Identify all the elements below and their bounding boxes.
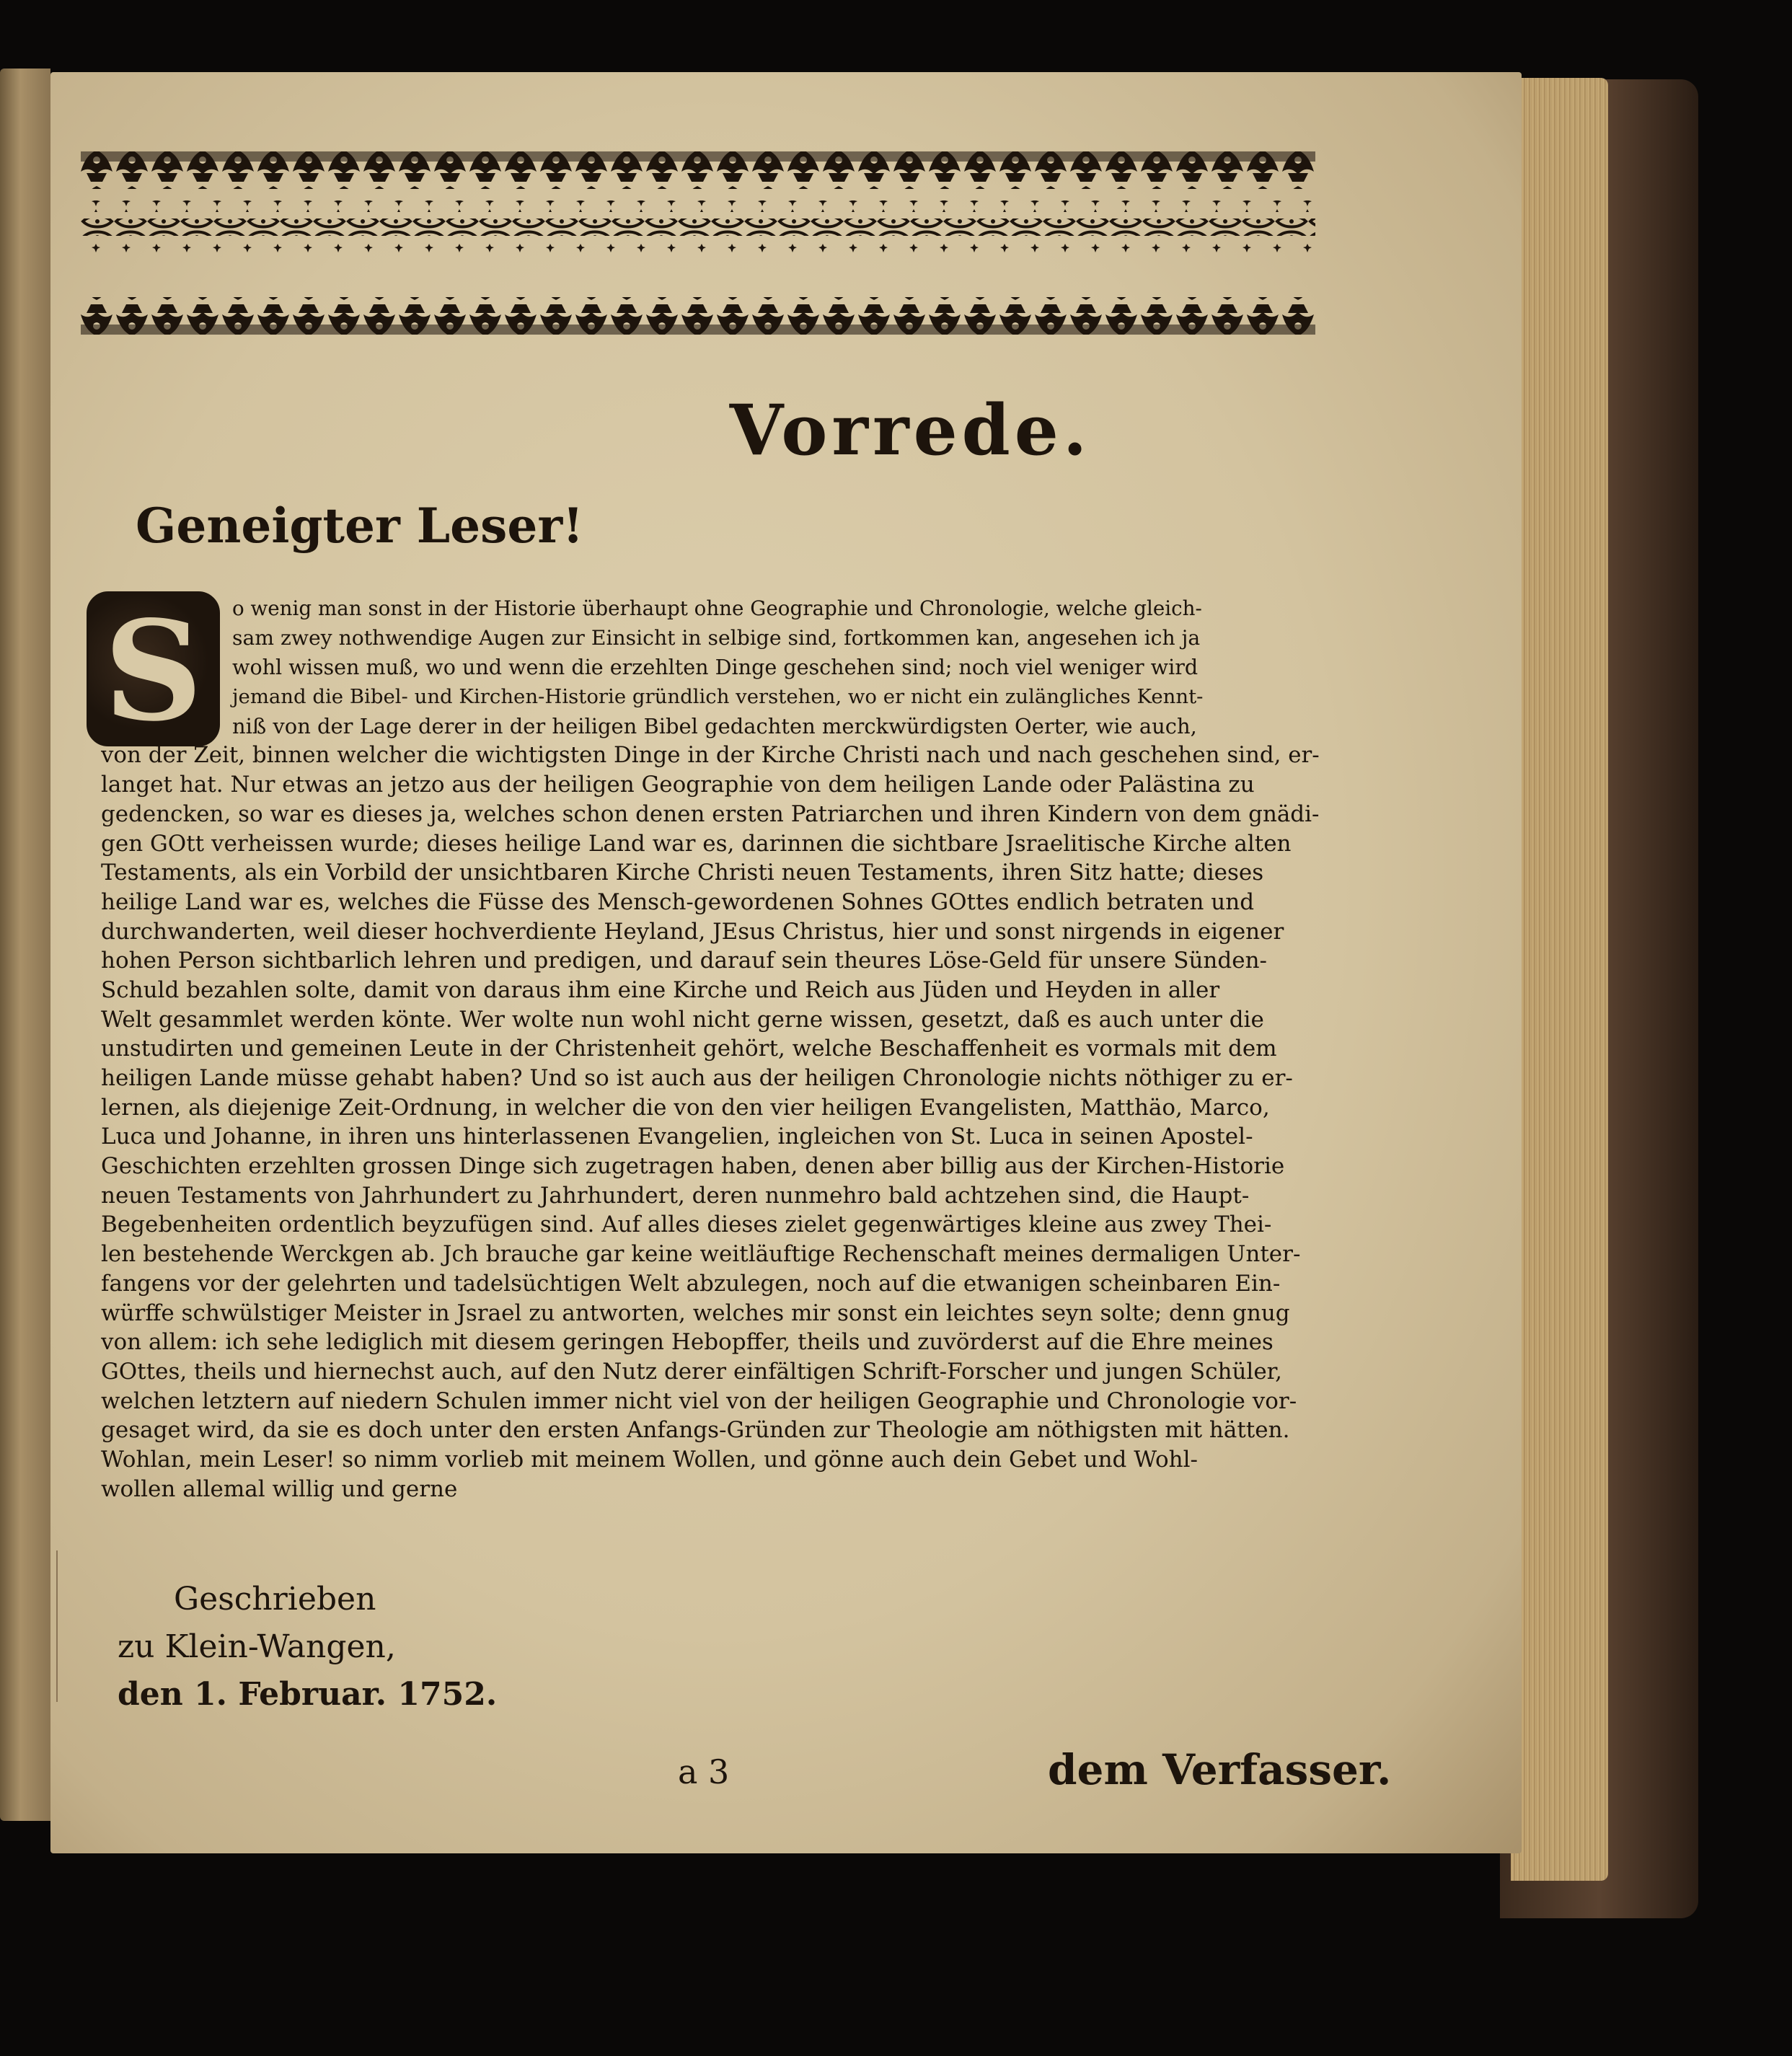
paragraph-line: Begebenheiten ordentlich beyzufügen sind. Auf alles dieses zielet gegenwärtiges kleine aus zwey Thei-: [101, 1212, 1272, 1238]
paragraph-line: GOttes, theils und hiernechst auch, auf den Nutz derer einfältigen Schrift-Forscher und jungen Schüler,: [101, 1358, 1282, 1385]
paragraph-line: heiligen Lande müsse gehabt haben? Und so ist auch aus der heiligen Chronologie nichts nöthiger zu er-: [101, 1065, 1293, 1091]
paragraph-line: Wohlan, mein Leser! so nimm vorlieb mit meinem Wollen, und gönne auch dein Gebet und Wohl-: [101, 1446, 1199, 1473]
paragraph-line: wohl wissen muß, wo und wenn die erzehlten Dinge geschehen sind; noch viel weniger wird: [232, 655, 1199, 680]
paragraph-line: langet hat. Nur etwas an jetzo aus der heiligen Geographie von dem heiligen Lande oder Palästina zu: [101, 772, 1255, 798]
salutation: Geneigter Leser!: [136, 498, 584, 554]
paragraph-line: Welt gesammlet werden könte. Wer wolte nun wohl nicht gerne wissen, gesetzt, daß es auch unter die: [101, 1006, 1264, 1033]
paragraph-line: jemand die Bibel- und Kirchen-Historie gründlich verstehen, wo er nicht ein zulängliches Kennt-: [232, 685, 1204, 709]
signature-mark: a 3: [678, 1752, 730, 1791]
closing-date: den 1. Februar. 1752.: [118, 1676, 498, 1713]
paragraph-line: gedencken, so war es dieses ja, welches schon denen ersten Patriarchen und ihren Kindern von dem gnädi-: [101, 800, 1320, 827]
paragraph-line: durchwanderten, weil dieser hochverdiente Heyland, JEsus Christus, hier und sonst nirgends in eigener: [101, 918, 1284, 945]
paragraph-line: lernen, als diejenige Zeit-Ordnung, in welcher die von den vier heiligen Evangelisten, Matthäo, Marco,: [101, 1094, 1270, 1121]
closing-dateline: [118, 1576, 497, 1719]
paragraph-line: wollen allemal willig und gerne: [101, 1475, 458, 1502]
paragraph-line: Schuld bezahlen solte, damit von daraus ihm eine Kirche und Reich aus Jüden und Heyden in aller: [101, 976, 1220, 1003]
paragraph-line: Testaments, als ein Vorbild der unsichtbaren Kirche Christi neuen Testaments, ihren Sitz hatte; dieses: [101, 860, 1264, 886]
paragraph-line: würffe schwülstiger Meister in Jsrael zu antworten, welches mir sonst ein leichtes seyn solte; denn gnug: [101, 1300, 1290, 1326]
paragraph-line: von allem: ich sehe lediglich mit diesem geringen Hebopffer, theils und zuvörderst auf die Ehre meines: [101, 1329, 1274, 1356]
paragraph-line: o wenig man sonst in der Historie überhaupt ohne Geographie und Chronologie, welche gleich-: [232, 596, 1202, 620]
facing-page-edge: [0, 69, 50, 1821]
closing-place: zu Klein-Wangen,: [118, 1628, 396, 1665]
paragraph-line: gesaget wird, da sie es doch unter den ersten Anfangs-Gründen zur Theologie am nöthigsten mit hätten.: [101, 1417, 1290, 1444]
paragraph-line: Geschichten erzehlten grossen Dinge sich zugetragen haben, denen aber billig aus der Kirchen-Historie: [101, 1153, 1285, 1180]
margin-bracket: [56, 1550, 58, 1702]
paragraph-line: niß von der Lage derer in der heiligen Bibel gedachten merckwürdigsten Oerter, wie auch,: [232, 713, 1197, 738]
page-edges: [1511, 78, 1608, 1881]
preface-body: [101, 594, 1320, 1504]
paragraph-line: hohen Person sichtbarlich lehren und predigen, und darauf sein theures Löse-Geld für unsere Sünden-: [101, 948, 1268, 974]
paragraph-line: von der Zeit, binnen welcher die wichtigsten Dinge in der Kirche Christi nach und nach geschehen sind, er-: [101, 742, 1320, 769]
paragraph-line: gen GOtt verheissen wurde; dieses heilige Land war es, darinnen die sichtbare Jsraelitische Kirche alten: [101, 830, 1292, 857]
drop-cap-letter: S: [103, 591, 203, 751]
paragraph-line: unstudirten und gemeinen Leute in der Christenheit gehört, welche Beschaffenheit es vormals mit dem: [101, 1036, 1277, 1062]
paragraph-line: len bestehende Werckgen ab. Jch brauche gar keine weitläuftige Rechenschaft meines dermaligen Unter-: [101, 1241, 1301, 1268]
author-signature: dem Verfasser.: [1048, 1745, 1392, 1794]
closing-written: Geschrieben: [174, 1581, 376, 1618]
paragraph-line: sam zwey nothwendige Augen zur Einsicht in selbige sind, fortkommen kan, angesehen ich ja: [232, 625, 1201, 650]
decorative-headpiece: [81, 150, 1315, 336]
paragraph-line: welchen letztern auf niedern Schulen immer nicht viel von der heiligen Geographie und Chronologie vor-: [101, 1387, 1297, 1414]
paragraph-line: fangens vor der gelehrten und tadelsüchtigen Welt abzulegen, noch auf die etwanigen scheinbaren Ein-: [101, 1270, 1281, 1297]
paragraph-line: heilige Land war es, welches die Füsse des Mensch-gewordenen Sohnes GOttes endlich betraten und: [101, 888, 1255, 915]
page-title: Vorrede.: [729, 389, 1092, 471]
paragraph-line: neuen Testaments von Jahrhundert zu Jahrhundert, deren nunmehro bald achtzehen sind, die Haupt-: [101, 1182, 1250, 1209]
paragraph-line: Luca und Johanne, in ihren uns hinterlassenen Evangelien, ingleichen von St. Luca in seinen Apostel-: [101, 1124, 1253, 1150]
